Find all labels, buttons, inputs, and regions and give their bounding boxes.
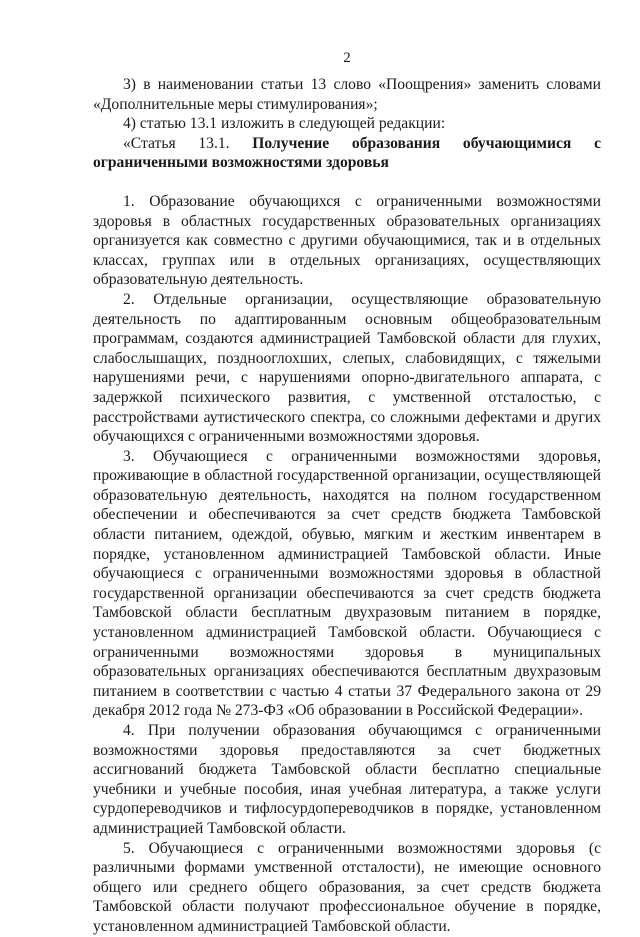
paragraph-amendment-3: 3) в наименовании статьи 13 слово «Поощрения» заменить словами «Дополнительные меры стимулирования»; [93, 76, 601, 113]
paragraph-amendment-4: 4) статью 13.1 изложить в следующей редакции: [123, 115, 446, 133]
document-body [93, 75, 601, 937]
page-number: 2 [343, 50, 351, 66]
article-number: «Статья 13.1. [123, 134, 230, 152]
article-item-3: 3. Обучающиеся с ограниченными возможностями здоровья, проживающие в областной государственной организации, осуществляющей образовательную деятельность, находятся на полном государственном обеспечении и обеспечиваются за счет средств бюджета Тамбовской области питанием, одеждой, обувью, мягким и жестким инвентарем в порядке, установленном администрацией Тамбовской области. Иные обучающиеся с ограниченными возможностями здоровья в областной государственной организации обеспечиваются за счет средств бюджета Тамбовской области бесплатным двухразовым питанием в порядке, установленном администрацией Тамбовской области. Обучающиеся с ограниченными возможностями здоровья в муниципальных образовательных организациях обеспечиваются бесплатным двухразовым питанием в соответствии с частью 4 статьи 37 Федерального закона от 29 декабря 2012 года № 273-ФЗ «Об образовании в Российской Федерации». [93, 447, 601, 720]
article-heading [93, 134, 601, 173]
article-item-1: 1. Образование обучающихся с ограниченными возможностями здоровья в областных государственных образовательных организациях организуется как совместно с другими обучающимися, так и в отдельных классах, группах или в отдельных организациях, осуществляющих образовательную деятельность. [93, 192, 601, 289]
article-item-5: 5. Обучающиеся с ограниченными возможностями здоровья (с различными формами умственной отсталости), не имеющие основного общего или среднего общего образования, за счет средств бюджета Тамбовской области получают профессиональное обучение в порядке, установленном администрацией Тамбовской области. [93, 839, 601, 935]
article-title: Получение образования обучающимися с ограниченными возможностями здоровья [93, 134, 601, 172]
article-item-4: 4. При получении образования обучающимся с ограниченными возможностями здоровья предоставляются за счет бюджетных ассигнований бюджета Тамбовской области бесплатно специальные учебники и учебные пособия, иная учебная литература, а также услуги сурдопереводчиков и тифлосурдопереводчиков в порядке, установленном администрацией Тамбовской области. [93, 722, 601, 837]
article-item-2: 2. Отдельные организации, осуществляющие образовательную деятельность по адаптированным основным общеобразовательным программам, создаются администрацией Тамбовской области для глухих, слабослышащих, позднооглохших, слепых, слабовидящих, с тяжелыми нарушениями речи, с нарушениями опорно-двигательного аппарата, с задержкой психического развития, с умственной отсталостью, с расстройствами аутистического спектра, со сложными дефектами и других обучающихся с ограниченными возможностями здоровья. [93, 290, 601, 446]
